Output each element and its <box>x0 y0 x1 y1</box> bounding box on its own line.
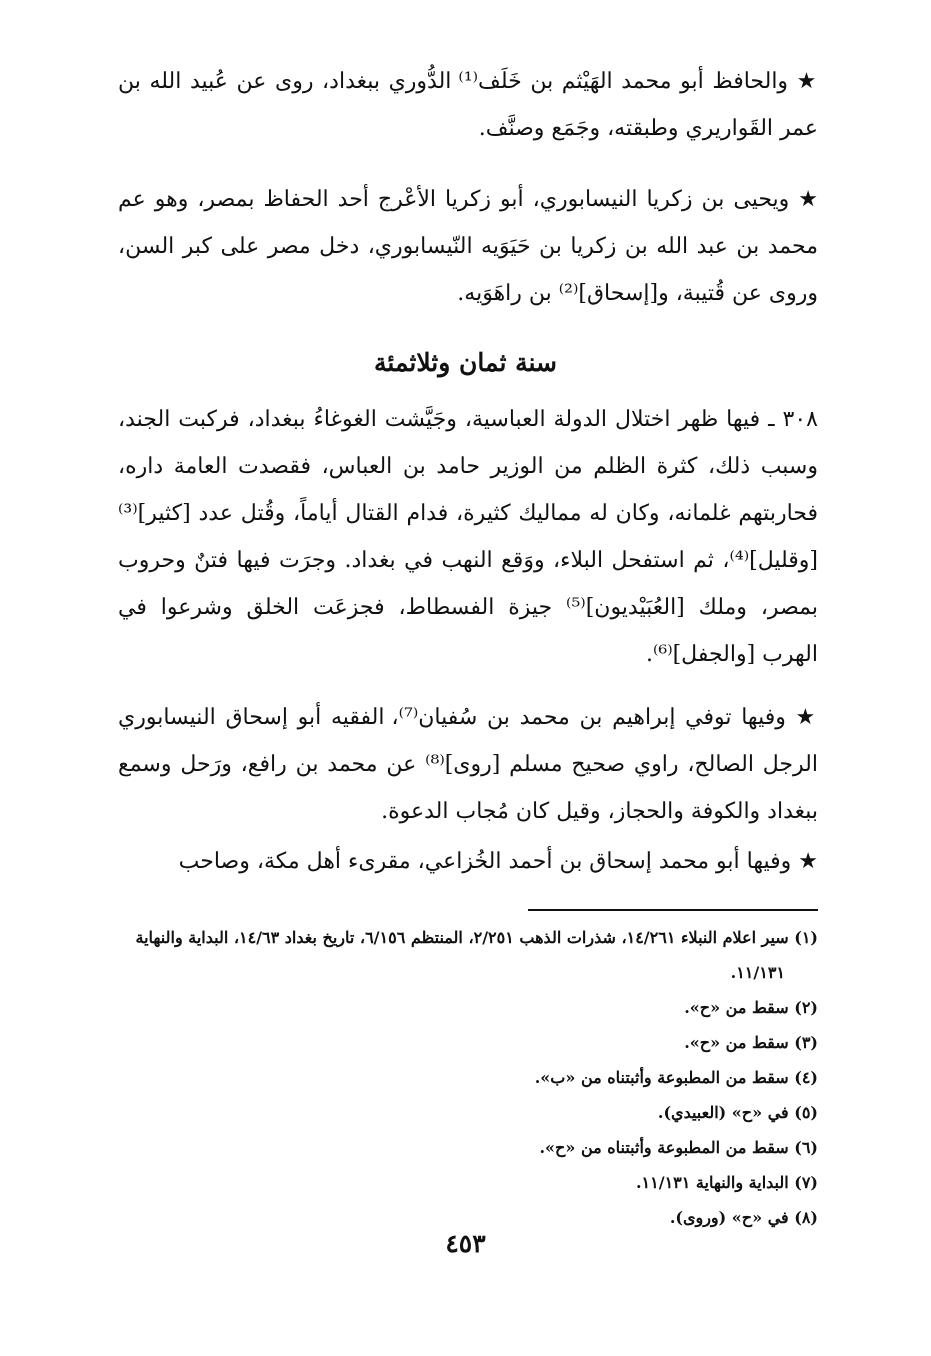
section-heading: سنة ثمان وثلاثمئة <box>374 348 557 377</box>
footnote-7: (٧) البداية والنهاية ١١/١٣١. <box>635 1173 818 1192</box>
footnote-3: (٣) سقط من «ح». <box>684 1033 818 1052</box>
footnote-separator <box>528 909 818 911</box>
footnote-2: (٢) سقط من «ح». <box>684 998 818 1017</box>
biography-entry-haytham: ★ والحافظ أبو محمد الهَيْثم بن خَلَف⁽¹⁾ الدُّوري ببغداد، روى عن عُبيد الله بن عمر القَواريري وطبقته، وجَمَع وصنَّف. <box>118 69 818 141</box>
footnote-4: (٤) سقط من المطبوعة وأثبتناه من «ب». <box>534 1068 818 1087</box>
page-number: ٤٥٣ <box>445 1229 486 1258</box>
biography-entry-yahya: ★ ويحيى بن زكريا النيسابوري، أبو زكريا الأعْرج أحد الحفاظ بمصر، وهو عم محمد بن عبد الله بن زكريا بن حَيَوَيه النّيسابوري، دخل مصر على كبر السن، وروى عن قُتيبة، و[إسحاق]⁽²⁾ بن راهَوَيه. <box>118 187 818 306</box>
footnote-1: (١) سير اعلام النبلاء ١٤/٢٦١، شذرات الذهب ٢/٢٥١، المنتظم ٦/١٥٦، تاريخ بغداد ١٤/٦٣، البداية والنهاية ١١/١٣١. <box>135 928 818 982</box>
footnote-6: (٦) سقط من المطبوعة وأثبتناه من «ح». <box>539 1138 818 1157</box>
biography-entry-ibrahim: ★ وفيها توفي إبراهيم بن محمد بن سُفيان⁽⁷⁾، الفقيه أبو إسحاق النيسابوري الرجل الصالح، راوي صحيح مسلم [روى]⁽⁸⁾ عن محمد بن رافع، ورَحل وسمع ببغداد والكوفة والحجاز، وقيل كان مُجاب الدعوة. <box>118 705 818 824</box>
footnote-5: (٥) في «ح» (العبيدي). <box>657 1103 818 1122</box>
biography-entry-ishaq: ★ وفيها أبو محمد إسحاق بن أحمد الخُزاعي، مقرىء أهل مكة، وصاحب <box>178 849 818 874</box>
year-308-events-paragraph: ٣٠٨ ـ فيها ظهر اختلال الدولة العباسية، وجَيَّشت الغوغاءُ ببغداد، فركبت الجند، وسبب ذلك، كثرة الظلم من الوزير حامد بن العباس، فقصدت العامة داره، فحاربتهم غلمانه، وكان له مماليك كثيرة، فدام القتال أياماً، وقُتل عدد [كثير]⁽³⁾ [وقليل]⁽⁴⁾، ثم استفحل البلاء، ووَقع النهب في بغداد. وجرَت فيها فتنٌ وحروب بمصر، وملك [العُبَيْديون]⁽⁵⁾ جيزة الفسطاط، فجزعَت الخلق وشرعوا في الهرب [والجفل]⁽⁶⁾. <box>118 407 818 667</box>
footnotes <box>118 920 818 1235</box>
footnote-8: (٨) في «ح» (وروى). <box>669 1208 818 1227</box>
